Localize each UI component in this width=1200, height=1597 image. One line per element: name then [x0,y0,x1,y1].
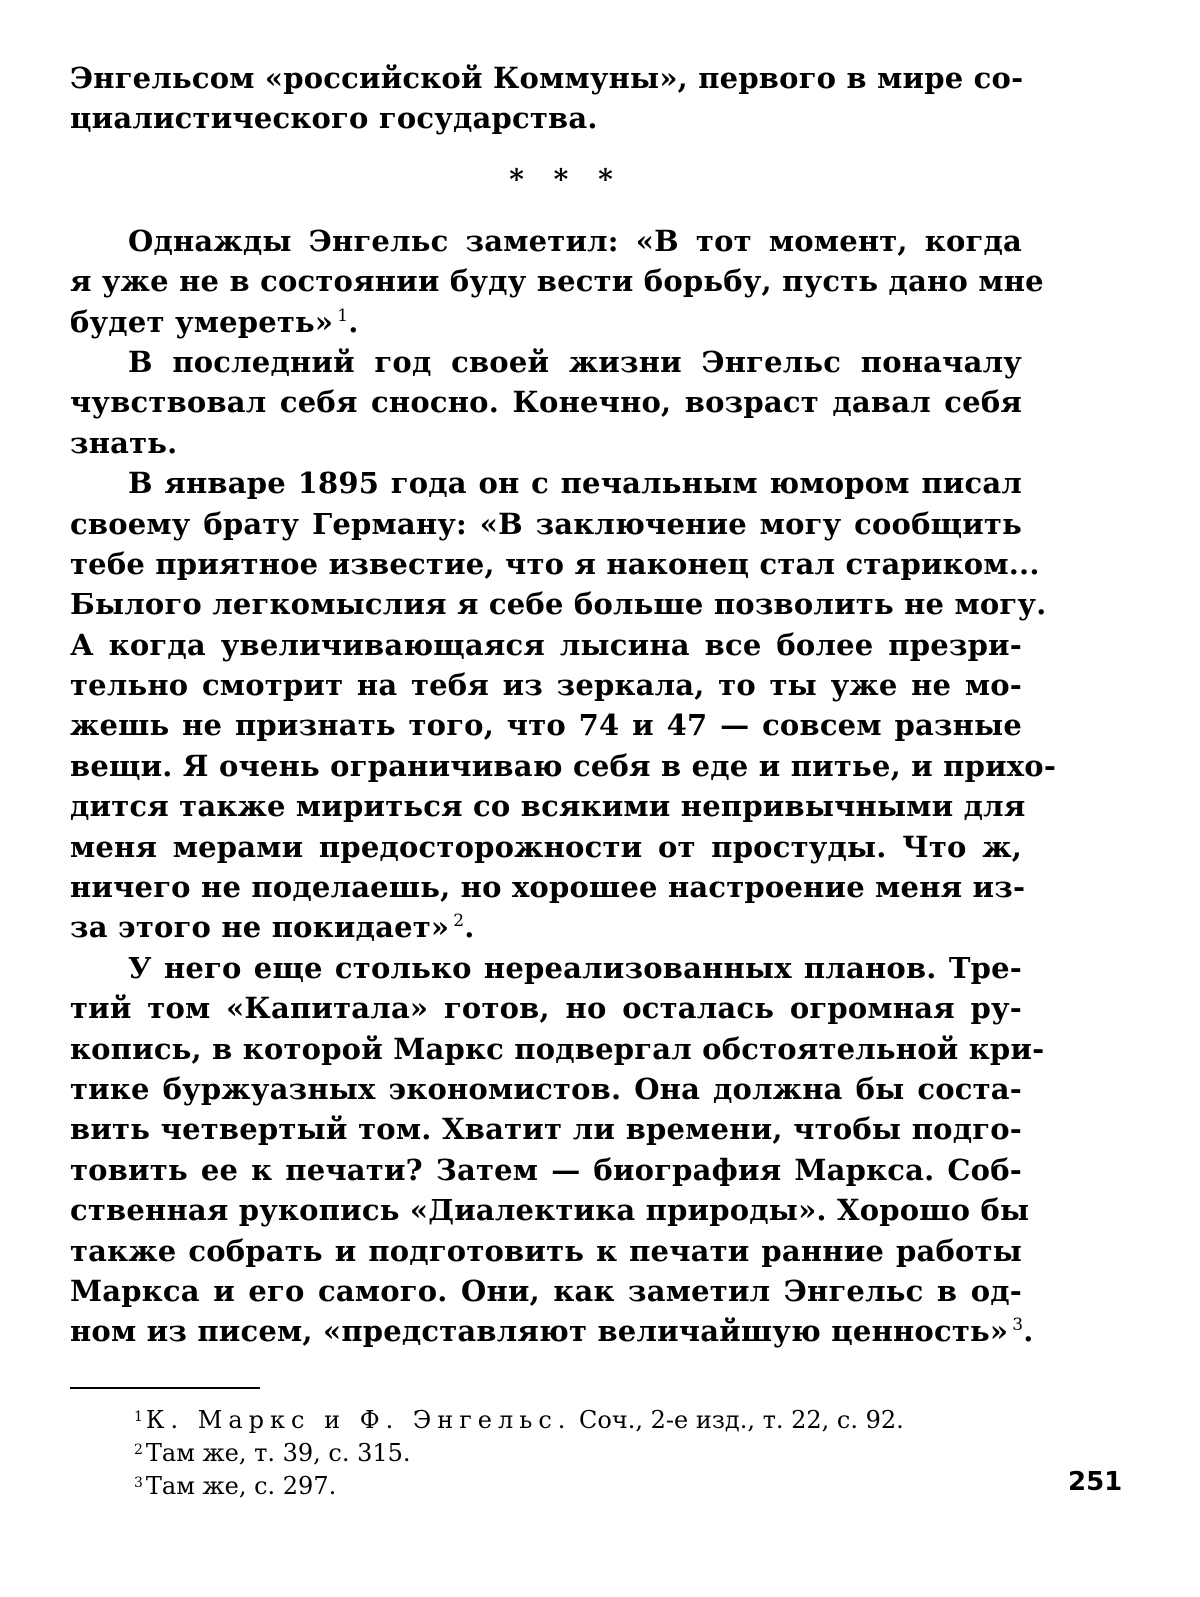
paragraph-3 [70,463,1057,948]
text-line: знать. [70,425,178,460]
text-line: дится также мириться со всякими непривычными для [70,789,1026,824]
text-line: ничего не поделаешь, но хорошее настроение меня из- [70,870,1026,905]
text-line: В последний год своей жизни Энгельс поначалу [128,344,1022,379]
text-line: чувствовал себя сносно. Конечно, возраст давал себя [70,385,1022,420]
footnote-reference: 2 [453,911,465,932]
page-number: 251 [1068,1467,1123,1497]
end-punctuation: . [1023,1314,1034,1349]
text-line [70,907,1022,947]
end-punctuation: . [348,304,359,339]
text-line: я уже не в состоянии буду вести борьбу, пусть дано мне [70,264,1044,299]
footnote-authors: К. Маркс и Ф. Энгельс. [145,1406,572,1434]
text-line: вить четвертый том. Хватит ли времени, чтобы подго- [70,1112,1022,1147]
text-line: также собрать и подготовить к печати ранние работы [70,1233,1022,1268]
text-line: тий том «Капитала» готов, но осталась огромная ру- [70,991,1022,1026]
paragraph-4 [70,948,1045,1352]
footnote-1 [134,1404,1034,1437]
footnote-2 [134,1437,1034,1470]
text-line: своему брату Герману: «В заключение могу сообщить [70,506,1022,541]
text-line: тебе приятное известие, что я наконец стал стариком... [70,546,1040,581]
footnote-reference: 1 [337,305,349,326]
text-line: тике буржуазных экономистов. Она должна бы соста- [70,1071,1022,1106]
footnote-3 [134,1470,1034,1503]
text-line: копись, в которой Маркс подвергал обстоятельной кри- [70,1031,1045,1066]
footnote-divider [70,1387,260,1389]
intro-paragraph [70,58,1022,139]
text-line: А когда увеличивающаяся лысина все более презри- [70,627,1022,662]
footnote-mark: 2 [134,1442,143,1458]
paragraph-1 [70,221,1044,342]
text-line: В январе 1895 года он с печальным юмором писал [128,466,1022,501]
text-fragment: за этого не покидает» [70,910,450,945]
text-line [70,1311,1034,1351]
section-separator: * * * [509,162,623,196]
text-fragment: будет умереть» [70,304,334,339]
footnote-reference: 3 [1012,1315,1024,1336]
text-line: Однажды Энгельс заметил: «В тот момент, когда [128,223,1022,258]
text-line: Былого легкомыслия я себе больше позволить не могу. [70,587,1047,622]
text-line: вещи. Я очень ограничиваю себя в еде и питье, и прихо- [70,748,1057,783]
text-line: жешь не признать того, что 74 и 47 — совсем разные [70,708,1022,743]
paragraph-2 [70,342,1022,463]
text-fragment: ном из писем, «представляют величайшую ценность» [70,1314,1009,1349]
footnote-text: Соч., 2-е изд., т. 22, с. 92. [579,1406,904,1434]
footnote-text: Там же, т. 39, с. 315. [145,1439,411,1467]
text-line: товить ее к печати? Затем — биография Маркса. Соб- [70,1152,1022,1187]
footnote-text: Там же, с. 297. [145,1472,337,1500]
footnotes [134,1404,1034,1503]
text-line: Маркса и его самого. Они, как заметил Энгельс в од- [70,1273,1022,1308]
footnote-mark: 3 [134,1475,143,1491]
page-body [70,58,1057,1352]
text-line: меня мерами предосторожности от простуды. Что ж, [70,829,1022,864]
text-line: ственная рукопись «Диалектика природы». Хорошо бы [70,1193,1030,1228]
text-line: тельно смотрит на тебя из зеркала, то ты уже не мо- [70,668,1022,703]
text-line [70,302,1022,342]
end-punctuation: . [464,910,475,945]
text-line: циалистического государства. [70,101,598,136]
text-line: Энгельсом «российской Коммуны», первого в мире со- [70,61,1024,95]
text-line: У него еще столько нереализованных планов. Тре- [128,950,1022,985]
footnote-mark: 1 [134,1409,143,1425]
